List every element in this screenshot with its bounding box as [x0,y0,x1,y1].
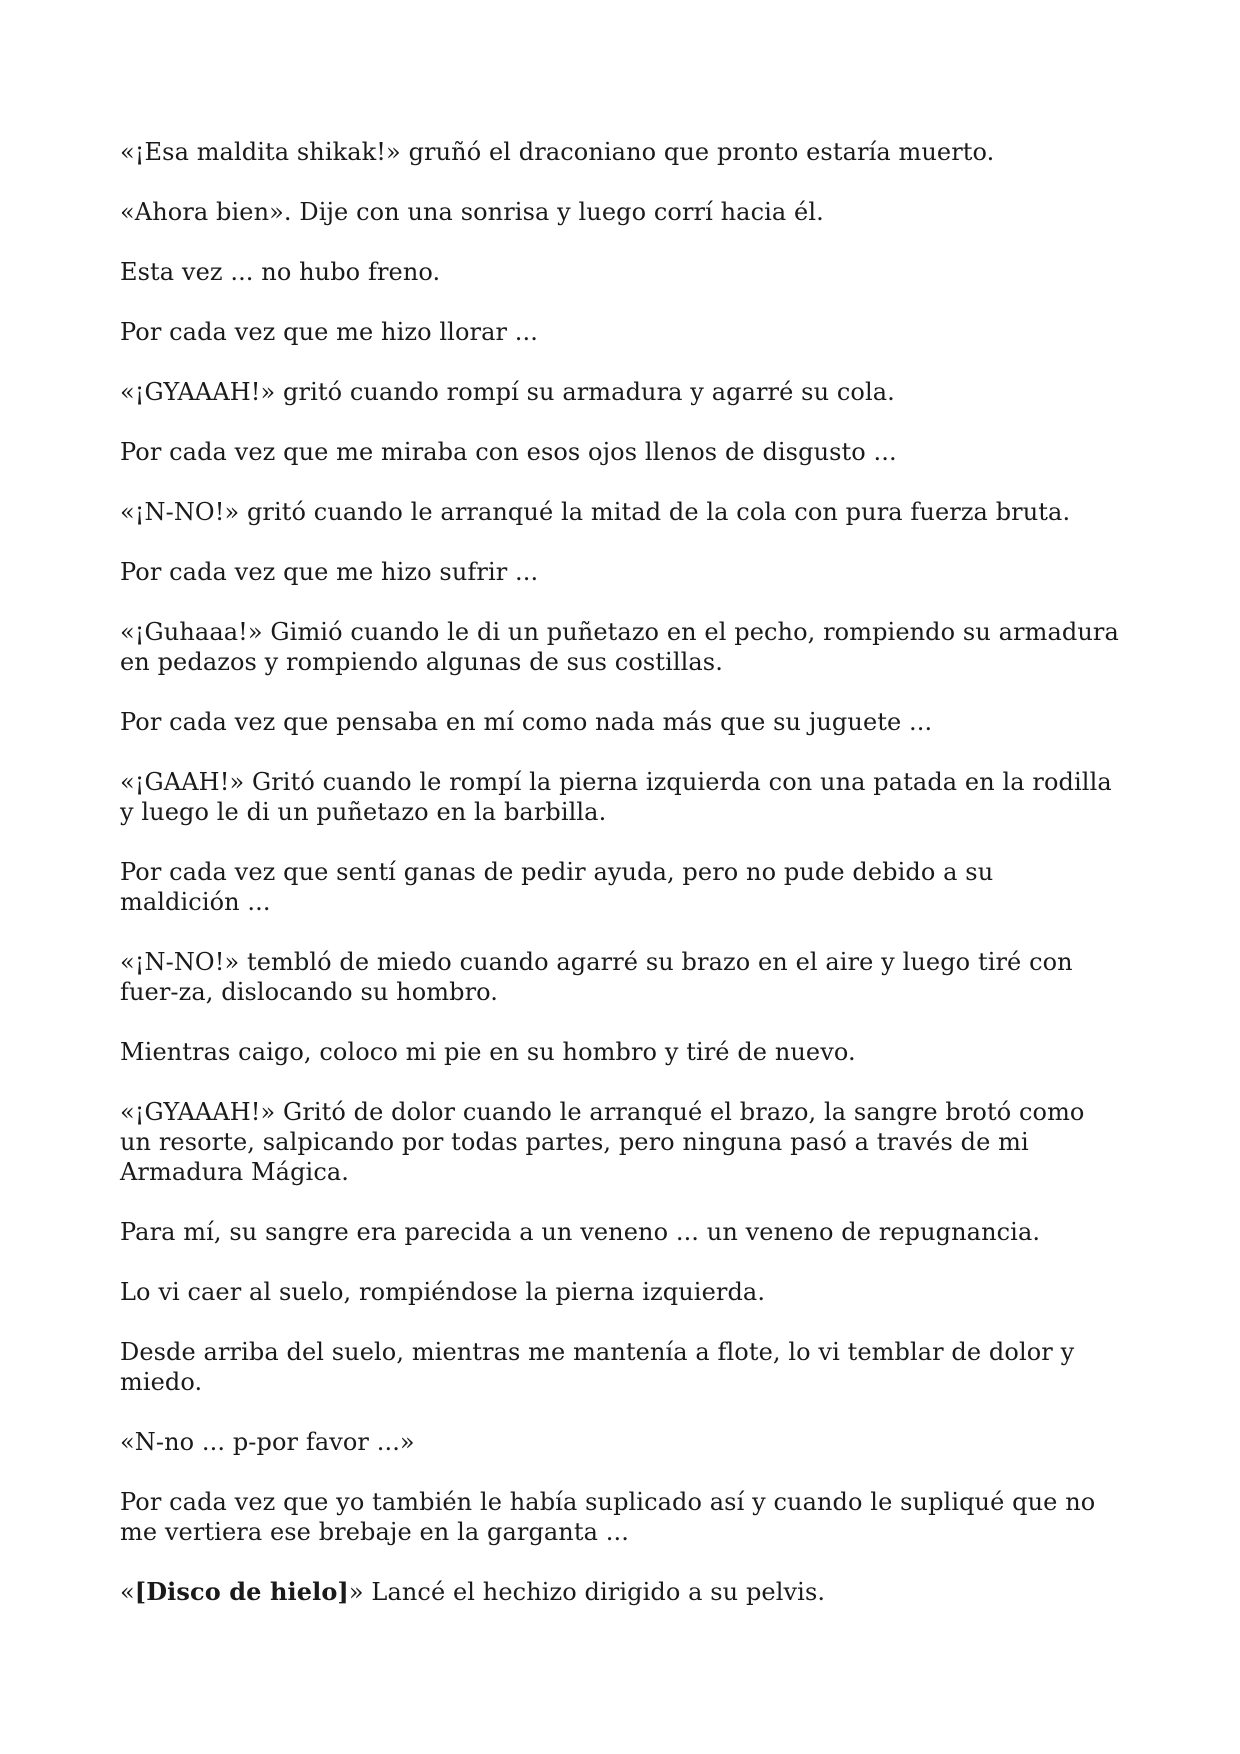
paragraph: Lo vi caer al suelo, rompiéndose la pierna izquierda. [120,1278,766,1306]
paragraph: «N-no ... p-por favor ...» [120,1428,415,1456]
paragraph: Por cada vez que yo también le había suplicado así y cuando le supliqué que no me vertiera ese brebaje en la garganta ... [120,1488,1096,1546]
paragraph: Desde arriba del suelo, mientras me mantenía a flote, lo vi temblar de dolor y miedo. [120,1338,1075,1396]
paragraph: «¡N-NO!» tembló de miedo cuando agarré su brazo en el aire y luego tiré con fuer-za, dislocando su hombro. [120,948,1073,1006]
paragraph: «¡GAAH!» Gritó cuando le rompí la pierna izquierda con una patada en la rodilla y luego le di un puñetazo en la barbilla. [120,768,1112,826]
paragraph: «¡N-NO!» gritó cuando le arranqué la mitad de la cola con pura fuerza bruta. [120,498,1071,526]
paragraph: Por cada vez que me miraba con esos ojos llenos de disgusto ... [120,438,897,466]
paragraph-spell [120,1577,1120,1607]
document-page [120,137,1120,1637]
paragraph: Por cada vez que me hizo sufrir ... [120,558,539,586]
open-quote: « [120,1578,135,1606]
paragraph: Para mí, su sangre era parecida a un veneno ... un veneno de repugnancia. [120,1218,1041,1246]
paragraph: Por cada vez que pensaba en mí como nada más que su juguete ... [120,708,933,736]
paragraph: Por cada vez que me hizo llorar ... [120,318,538,346]
spell-name: [Disco de hielo] [134,1577,349,1606]
paragraph-rest: » Lancé el hechizo dirigido a su pelvis. [348,1578,826,1606]
paragraph: Esta vez ... no hubo freno. [120,258,441,286]
paragraph: «¡GYAAAH!» gritó cuando rompí su armadura y agarré su cola. [120,378,895,406]
paragraph: «¡Guhaaa!» Gimió cuando le di un puñetazo en el pecho, rompiendo su armadura en pedazos y rompiendo algunas de sus costillas. [120,618,1119,676]
paragraph: Por cada vez que sentí ganas de pedir ayuda, pero no pude debido a su maldición ... [120,858,994,916]
paragraph: «¡Esa maldita shikak!» gruñó el draconiano que pronto estaría muerto. [120,138,995,166]
paragraph: «Ahora bien». Dije con una sonrisa y luego corrí hacia él. [120,198,824,226]
paragraph: «¡GYAAAH!» Gritó de dolor cuando le arranqué el brazo, la sangre brotó como un resorte, salpicando por todas partes, pero ninguna pasó a través de mi Armadura Mágica. [120,1098,1085,1186]
paragraph: Mientras caigo, coloco mi pie en su hombro y tiré de nuevo. [120,1038,856,1066]
